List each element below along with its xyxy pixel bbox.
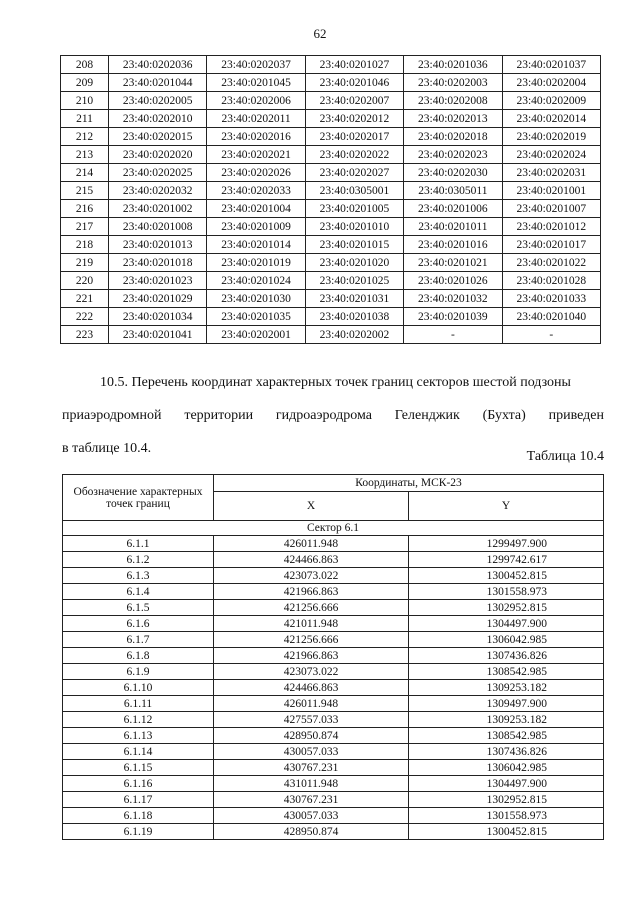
cadastral-code-cell: 23:40:0201015 [305, 236, 403, 254]
sector-title: Сектор 6.1 [63, 521, 604, 536]
x-coordinate-cell: 427557.033 [214, 712, 409, 728]
header-x: X [214, 492, 409, 521]
y-coordinate-cell: 1301558.973 [409, 584, 604, 600]
x-coordinate-cell: 421256.666 [214, 600, 409, 616]
point-label-cell: 6.1.12 [63, 712, 214, 728]
x-coordinate-cell: 423073.022 [214, 568, 409, 584]
cadastral-code-cell: 23:40:0202013 [404, 110, 502, 128]
cadastral-code-cell: 23:40:0201023 [109, 272, 207, 290]
point-label-cell: 6.1.18 [63, 808, 214, 824]
table-row [61, 236, 601, 254]
y-coordinate-cell: 1300452.815 [409, 568, 604, 584]
table-row [63, 808, 604, 824]
table-row [63, 696, 604, 712]
x-coordinate-cell: 431011.948 [214, 776, 409, 792]
table-row [63, 600, 604, 616]
cadastral-code-cell: 23:40:0202020 [109, 146, 207, 164]
x-coordinate-cell: 430767.231 [214, 760, 409, 776]
page-number: 62 [313, 26, 327, 41]
cadastral-code-cell: 23:40:0202024 [502, 146, 600, 164]
cadastral-code-cell: 23:40:0201016 [404, 236, 502, 254]
y-coordinate-cell: 1308542.985 [409, 728, 604, 744]
point-label-cell: 6.1.4 [63, 584, 214, 600]
table-row [63, 648, 604, 664]
cadastral-code-cell: 23:40:0201018 [109, 254, 207, 272]
cadastral-code-cell: 23:40:0202033 [207, 182, 305, 200]
table-row [61, 290, 601, 308]
header-y: Y [409, 492, 604, 521]
table-row [61, 272, 601, 290]
row-number: 213 [61, 146, 109, 164]
cadastral-code-cell: 23:40:0201006 [404, 200, 502, 218]
point-label-cell: 6.1.2 [63, 552, 214, 568]
x-coordinate-cell: 424466.863 [214, 552, 409, 568]
table-row [61, 110, 601, 128]
y-coordinate-cell: 1307436.826 [409, 744, 604, 760]
row-number: 223 [61, 326, 109, 344]
cadastral-code-cell: 23:40:0201029 [109, 290, 207, 308]
table-row [61, 92, 601, 110]
cadastral-code-cell: 23:40:0202023 [404, 146, 502, 164]
cadastral-code-cell: 23:40:0201020 [305, 254, 403, 272]
cadastral-code-cell: 23:40:0201034 [109, 308, 207, 326]
section-paragraph [62, 366, 604, 465]
x-coordinate-cell: 430057.033 [214, 744, 409, 760]
cadastral-code-cell: - [502, 326, 600, 344]
y-coordinate-cell: 1302952.815 [409, 792, 604, 808]
x-coordinate-cell: 430767.231 [214, 792, 409, 808]
cadastral-numbers-table [60, 55, 601, 344]
cadastral-code-cell: 23:40:0202002 [305, 326, 403, 344]
cadastral-code-cell: 23:40:0201032 [404, 290, 502, 308]
cadastral-code-cell: 23:40:0201009 [207, 218, 305, 236]
row-number: 217 [61, 218, 109, 236]
point-label-cell: 6.1.1 [63, 536, 214, 552]
cadastral-code-cell: 23:40:0201040 [502, 308, 600, 326]
cadastral-code-cell: 23:40:0201007 [502, 200, 600, 218]
paragraph-line: в таблице 10.4. [62, 441, 152, 456]
row-number: 209 [61, 74, 109, 92]
cadastral-code-cell: 23:40:0202018 [404, 128, 502, 146]
cadastral-code-cell: 23:40:0202037 [207, 56, 305, 74]
header-point-designation: Обозначение характерных точек границ [63, 475, 214, 521]
cadastral-code-cell: 23:40:0305011 [404, 182, 502, 200]
table-row [61, 326, 601, 344]
x-coordinate-cell: 428950.874 [214, 728, 409, 744]
y-coordinate-cell: 1309253.182 [409, 680, 604, 696]
cadastral-code-cell: 23:40:0202019 [502, 128, 600, 146]
cadastral-code-cell: - [404, 326, 502, 344]
point-label-cell: 6.1.15 [63, 760, 214, 776]
table-caption: Таблица 10.4 [526, 449, 604, 464]
y-coordinate-cell: 1304497.900 [409, 616, 604, 632]
x-coordinate-cell: 430057.033 [214, 808, 409, 824]
table-row [63, 632, 604, 648]
cadastral-code-cell: 23:40:0201025 [305, 272, 403, 290]
y-coordinate-cell: 1304497.900 [409, 776, 604, 792]
cadastral-code-cell: 23:40:0202031 [502, 164, 600, 182]
cadastral-code-cell: 23:40:0201019 [207, 254, 305, 272]
cadastral-code-cell: 23:40:0305001 [305, 182, 403, 200]
row-number: 215 [61, 182, 109, 200]
y-coordinate-cell: 1309253.182 [409, 712, 604, 728]
cadastral-code-cell: 23:40:0201008 [109, 218, 207, 236]
cadastral-code-cell: 23:40:0201012 [502, 218, 600, 236]
paragraph-line: приаэродромной территории гидроаэродрома Геленджик (Бухта) приведен [62, 408, 604, 423]
row-number: 211 [61, 110, 109, 128]
cadastral-code-cell: 23:40:0202008 [404, 92, 502, 110]
cadastral-code-cell: 23:40:0201033 [502, 290, 600, 308]
cadastral-code-cell: 23:40:0201017 [502, 236, 600, 254]
cadastral-code-cell: 23:40:0201037 [502, 56, 600, 74]
cadastral-code-cell: 23:40:0201045 [207, 74, 305, 92]
point-label-cell: 6.1.16 [63, 776, 214, 792]
table-row [63, 568, 604, 584]
x-coordinate-cell: 421011.948 [214, 616, 409, 632]
cadastral-code-cell: 23:40:0201026 [404, 272, 502, 290]
cadastral-code-cell: 23:40:0201027 [305, 56, 403, 74]
table-row [63, 792, 604, 808]
table-row [63, 536, 604, 552]
x-coordinate-cell: 421966.863 [214, 584, 409, 600]
y-coordinate-cell: 1300452.815 [409, 824, 604, 840]
x-coordinate-cell: 421256.666 [214, 632, 409, 648]
cadastral-code-cell: 23:40:0201005 [305, 200, 403, 218]
cadastral-code-cell: 23:40:0202004 [502, 74, 600, 92]
row-number: 218 [61, 236, 109, 254]
table-row [61, 56, 601, 74]
cadastral-code-cell: 23:40:0202009 [502, 92, 600, 110]
table-row [61, 182, 601, 200]
table-row [61, 164, 601, 182]
table-row [63, 728, 604, 744]
cadastral-code-cell: 23:40:0201036 [404, 56, 502, 74]
cadastral-code-cell: 23:40:0202014 [502, 110, 600, 128]
cadastral-code-cell: 23:40:0202021 [207, 146, 305, 164]
point-label-cell: 6.1.6 [63, 616, 214, 632]
point-label-cell: 6.1.11 [63, 696, 214, 712]
table-row [61, 218, 601, 236]
cadastral-code-cell: 23:40:0201011 [404, 218, 502, 236]
point-label-cell: 6.1.9 [63, 664, 214, 680]
table-row [63, 552, 604, 568]
y-coordinate-cell: 1307436.826 [409, 648, 604, 664]
header-coordinates: Координаты, МСК-23 [214, 475, 604, 492]
cadastral-code-cell: 23:40:0202036 [109, 56, 207, 74]
table-row [63, 616, 604, 632]
x-coordinate-cell: 421966.863 [214, 648, 409, 664]
row-number: 212 [61, 128, 109, 146]
point-label-cell: 6.1.13 [63, 728, 214, 744]
cadastral-code-cell: 23:40:0201035 [207, 308, 305, 326]
row-number: 210 [61, 92, 109, 110]
cadastral-code-cell: 23:40:0202005 [109, 92, 207, 110]
row-number: 222 [61, 308, 109, 326]
table-row [61, 128, 601, 146]
table-row [61, 74, 601, 92]
y-coordinate-cell: 1302952.815 [409, 600, 604, 616]
cadastral-code-cell: 23:40:0201001 [502, 182, 600, 200]
cadastral-code-cell: 23:40:0201010 [305, 218, 403, 236]
cadastral-code-cell: 23:40:0202003 [404, 74, 502, 92]
cadastral-code-cell: 23:40:0201044 [109, 74, 207, 92]
cadastral-code-cell: 23:40:0201014 [207, 236, 305, 254]
cadastral-code-cell: 23:40:0201021 [404, 254, 502, 272]
cadastral-code-cell: 23:40:0201028 [502, 272, 600, 290]
cadastral-code-cell: 23:40:0201039 [404, 308, 502, 326]
x-coordinate-cell: 424466.863 [214, 680, 409, 696]
paragraph-line: 10.5. Перечень координат характерных точек границ секторов шестой подзоны [100, 375, 571, 390]
cadastral-code-cell: 23:40:0201031 [305, 290, 403, 308]
cadastral-code-cell: 23:40:0201046 [305, 74, 403, 92]
point-label-cell: 6.1.19 [63, 824, 214, 840]
row-number: 220 [61, 272, 109, 290]
cadastral-code-cell: 23:40:0202017 [305, 128, 403, 146]
row-number: 208 [61, 56, 109, 74]
y-coordinate-cell: 1308542.985 [409, 664, 604, 680]
row-number: 214 [61, 164, 109, 182]
cadastral-code-cell: 23:40:0201038 [305, 308, 403, 326]
point-label-cell: 6.1.7 [63, 632, 214, 648]
point-label-cell: 6.1.5 [63, 600, 214, 616]
y-coordinate-cell: 1299497.900 [409, 536, 604, 552]
cadastral-code-cell: 23:40:0201041 [109, 326, 207, 344]
row-number: 221 [61, 290, 109, 308]
table-row [61, 254, 601, 272]
cadastral-code-cell: 23:40:0201013 [109, 236, 207, 254]
cadastral-code-cell: 23:40:0202022 [305, 146, 403, 164]
cadastral-code-cell: 23:40:0202030 [404, 164, 502, 182]
cadastral-code-cell: 23:40:0202032 [109, 182, 207, 200]
cadastral-code-cell: 23:40:0202010 [109, 110, 207, 128]
x-coordinate-cell: 426011.948 [214, 536, 409, 552]
cadastral-code-cell: 23:40:0201002 [109, 200, 207, 218]
x-coordinate-cell: 426011.948 [214, 696, 409, 712]
point-label-cell: 6.1.8 [63, 648, 214, 664]
cadastral-code-cell: 23:40:0202026 [207, 164, 305, 182]
cadastral-code-cell: 23:40:0202027 [305, 164, 403, 182]
cadastral-code-cell: 23:40:0202001 [207, 326, 305, 344]
table-row [63, 584, 604, 600]
y-coordinate-cell: 1306042.985 [409, 760, 604, 776]
point-label-cell: 6.1.3 [63, 568, 214, 584]
table-row [63, 760, 604, 776]
cadastral-code-cell: 23:40:0202025 [109, 164, 207, 182]
cadastral-code-cell: 23:40:0202016 [207, 128, 305, 146]
y-coordinate-cell: 1299742.617 [409, 552, 604, 568]
table-row [61, 146, 601, 164]
table-row [61, 308, 601, 326]
y-coordinate-cell: 1309497.900 [409, 696, 604, 712]
cadastral-code-cell: 23:40:0201022 [502, 254, 600, 272]
cadastral-code-cell: 23:40:0202011 [207, 110, 305, 128]
row-number: 219 [61, 254, 109, 272]
cadastral-code-cell: 23:40:0201004 [207, 200, 305, 218]
row-number: 216 [61, 200, 109, 218]
x-coordinate-cell: 423073.022 [214, 664, 409, 680]
table-row [63, 776, 604, 792]
point-label-cell: 6.1.17 [63, 792, 214, 808]
cadastral-code-cell: 23:40:0202006 [207, 92, 305, 110]
cadastral-code-cell: 23:40:0202007 [305, 92, 403, 110]
table-row [63, 712, 604, 728]
cadastral-code-cell: 23:40:0201024 [207, 272, 305, 290]
table-row [63, 664, 604, 680]
x-coordinate-cell: 428950.874 [214, 824, 409, 840]
cadastral-code-cell: 23:40:0201030 [207, 290, 305, 308]
cadastral-code-cell: 23:40:0202012 [305, 110, 403, 128]
table-row [61, 200, 601, 218]
point-label-cell: 6.1.10 [63, 680, 214, 696]
y-coordinate-cell: 1306042.985 [409, 632, 604, 648]
point-label-cell: 6.1.14 [63, 744, 214, 760]
coordinates-table [62, 474, 604, 840]
table-row [63, 680, 604, 696]
y-coordinate-cell: 1301558.973 [409, 808, 604, 824]
table-row [63, 824, 604, 840]
cadastral-code-cell: 23:40:0202015 [109, 128, 207, 146]
table-row [63, 744, 604, 760]
